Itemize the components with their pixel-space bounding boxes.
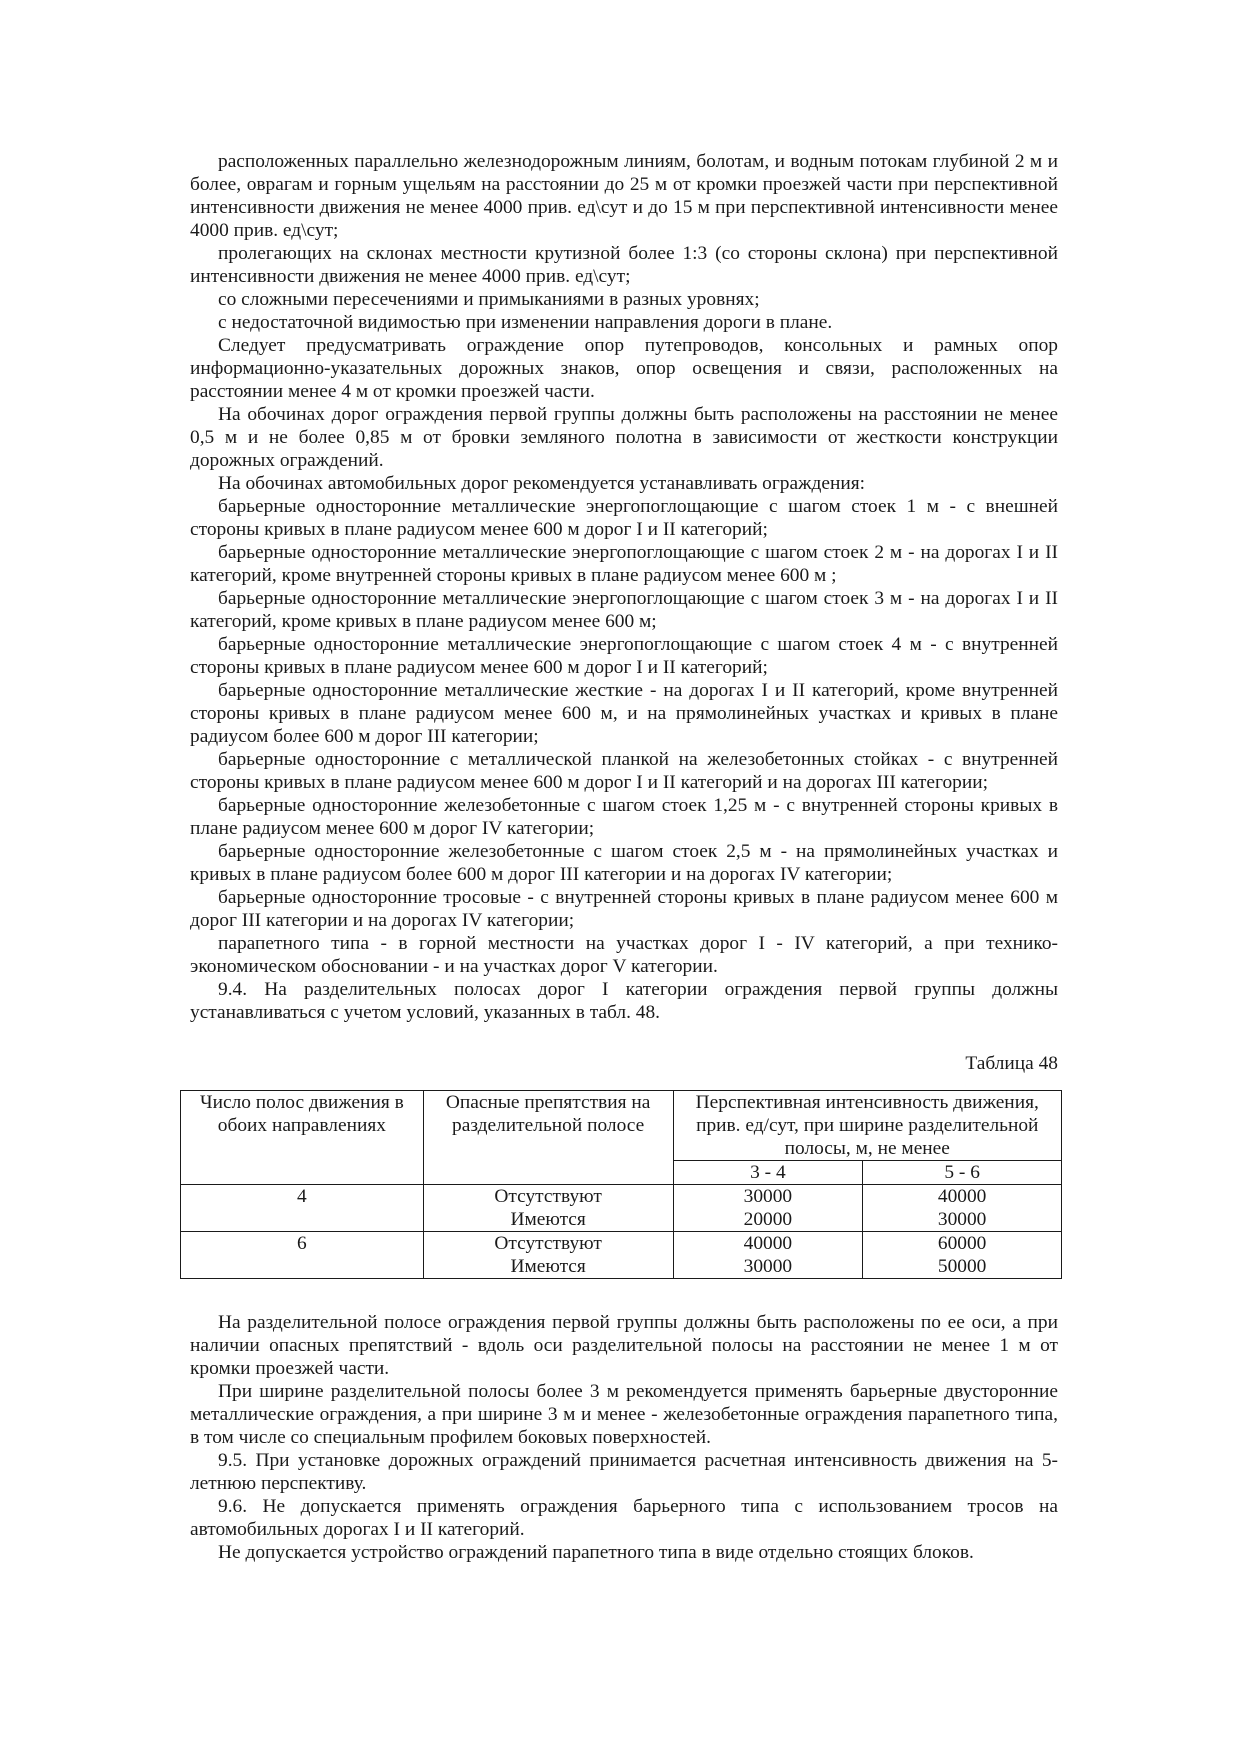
paragraphs-after-table	[190, 1311, 1058, 1564]
paragraph: расположенных параллельно железнодорожным линиям, болотам, и водным потокам глубиной 2 м и более, оврагам и горным ущельям на расстоянии до 25 м от кромки проезжей части при перспективной интенсивности движения не менее 4000 прив. ед\сут и до 15 м при перспективной интенсивности менее 4000 прив. ед\сут;	[190, 151, 1058, 241]
paragraph: со сложными пересечениями и примыканиями в разных уровнях;	[218, 289, 760, 310]
paragraph: парапетного типа - в горной местности на участках дорог I - IV категорий, а при технико-экономическом обосновании - и на участках дорог V категории.	[190, 933, 1058, 977]
cell-obstacles: Имеются	[423, 1255, 673, 1279]
cell-value: 40000	[863, 1185, 1062, 1209]
paragraph: барьерные односторонние металлические энергопоглощающие с шагом стоек 1 м - с внешней стороны кривых в плане радиусом менее 600 м дорог I и II категорий;	[190, 496, 1058, 540]
table-caption: Таблица 48	[965, 1053, 1058, 1074]
paragraph: барьерные односторонние металлические энергопоглощающие с шагом стоек 4 м - с внутренней стороны кривых в плане радиусом менее 600 м дорог I и II категорий;	[190, 634, 1058, 678]
table-row	[181, 1232, 1062, 1256]
cell-value: 30000	[863, 1208, 1062, 1232]
header-cell-lanes: Число полос движения в обоих направлениях	[181, 1091, 424, 1185]
cell-value: 50000	[863, 1255, 1062, 1279]
paragraph: барьерные односторонние металлические жесткие - на дорогах I и II категорий, кроме внутренней стороны кривых в плане радиусом менее 600 м, и на прямолинейных участках и кривых в плане радиусом более 600 м дорог III категории;	[190, 680, 1058, 747]
paragraph: На обочинах автомобильных дорог рекомендуется устанавливать ограждения:	[218, 473, 866, 494]
paragraph: Не допускается устройство ограждений парапетного типа в виде отдельно стоящих блоков.	[218, 1542, 974, 1563]
cell-lanes: 6	[181, 1232, 424, 1279]
cell-value: 40000	[673, 1232, 863, 1256]
paragraph: Следует предусматривать ограждение опор путепроводов, консольных и рамных опор информационно-указательных дорожных знаков, опор освещения и связи, расположенных на расстоянии менее 4 м от кромки проезжей части.	[190, 335, 1058, 402]
cell-obstacles: Отсутствуют	[423, 1185, 673, 1209]
subheader-width-5-6: 5 - 6	[863, 1161, 1062, 1185]
paragraph: 9.6. Не допускается применять ограждения барьерного типа с использованием тросов на автомобильных дорогах I и II категорий.	[190, 1496, 1058, 1540]
cell-value: 30000	[673, 1255, 863, 1279]
cell-obstacles: Отсутствуют	[423, 1232, 673, 1256]
subheader-width-3-4: 3 - 4	[673, 1161, 863, 1185]
cell-lanes: 4	[181, 1185, 424, 1232]
table-row	[181, 1185, 1062, 1209]
paragraph: пролегающих на склонах местности крутизной более 1:3 (со стороны склона) при перспективной интенсивности движения не менее 4000 прив. ед\сут;	[190, 243, 1058, 287]
header-cell-obstacles: Опасные препятствия на разделительной полосе	[423, 1091, 673, 1185]
paragraph: барьерные односторонние железобетонные с шагом стоек 1,25 м - с внутренней стороны кривых в плане радиусом менее 600 м дорог IV категории;	[190, 795, 1058, 839]
cell-value: 60000	[863, 1232, 1062, 1256]
paragraph: барьерные односторонние с металлической планкой на железобетонных стойках - с внутренней стороны кривых в плане радиусом менее 600 м дорог I и II категорий и на дорогах III категории;	[190, 749, 1058, 793]
paragraph: 9.4. На разделительных полосах дорог I категории ограждения первой группы должны устанавливаться с учетом условий, указанных в табл. 48.	[190, 979, 1058, 1023]
table-header-row	[181, 1091, 1062, 1161]
paragraph: При ширине разделительной полосы более 3 м рекомендуется применять барьерные двусторонние металлические ограждения, а при ширине 3 м и менее - железобетонные ограждения парапетного типа, в том числе со специальным профилем боковых поверхностей.	[190, 1381, 1058, 1448]
paragraph: барьерные односторонние тросовые - с внутренней стороны кривых в плане радиусом менее 600 м дорог III категории и на дорогах IV категории;	[190, 887, 1058, 931]
paragraph: 9.5. При установке дорожных ограждений принимается расчетная интенсивность движения на 5-летнюю перспективу.	[190, 1450, 1058, 1494]
paragraph: На обочинах дорог ограждения первой группы должны быть расположены на расстоянии не менее 0,5 м и не более 0,85 м от бровки земляного полотна в зависимости от жесткости конструкции дорожных ограждений.	[190, 404, 1058, 471]
table-48	[180, 1090, 1062, 1279]
document-page	[190, 150, 1058, 1564]
paragraph: с недостаточной видимостью при изменении направления дороги в плане.	[218, 312, 833, 333]
cell-value: 20000	[673, 1208, 863, 1232]
paragraph: барьерные односторонние металлические энергопоглощающие с шагом стоек 3 м - на дорогах I и II категорий, кроме кривых в плане радиусом менее 600 м;	[190, 588, 1058, 632]
cell-value: 30000	[673, 1185, 863, 1209]
paragraph: барьерные односторонние железобетонные с шагом стоек 2,5 м - на прямолинейных участках и кривых в плане радиусом более 600 м дорог III категории и на дорогах IV категории;	[190, 841, 1058, 885]
header-cell-intensity: Перспективная интенсивность движения, прив. ед/сут, при ширине разделительной полосы, м, не менее	[673, 1091, 1061, 1161]
paragraph: барьерные односторонние металлические энергопоглощающие с шагом стоек 2 м - на дорогах I и II категорий, кроме внутренней стороны кривых в плане радиусом менее 600 м ;	[190, 542, 1058, 586]
paragraph: На разделительной полосе ограждения первой группы должны быть расположены по ее оси, а при наличии опасных препятствий - вдоль оси разделительной полосы на расстоянии не менее 1 м от кромки проезжей части.	[190, 1312, 1058, 1379]
cell-obstacles: Имеются	[423, 1208, 673, 1232]
